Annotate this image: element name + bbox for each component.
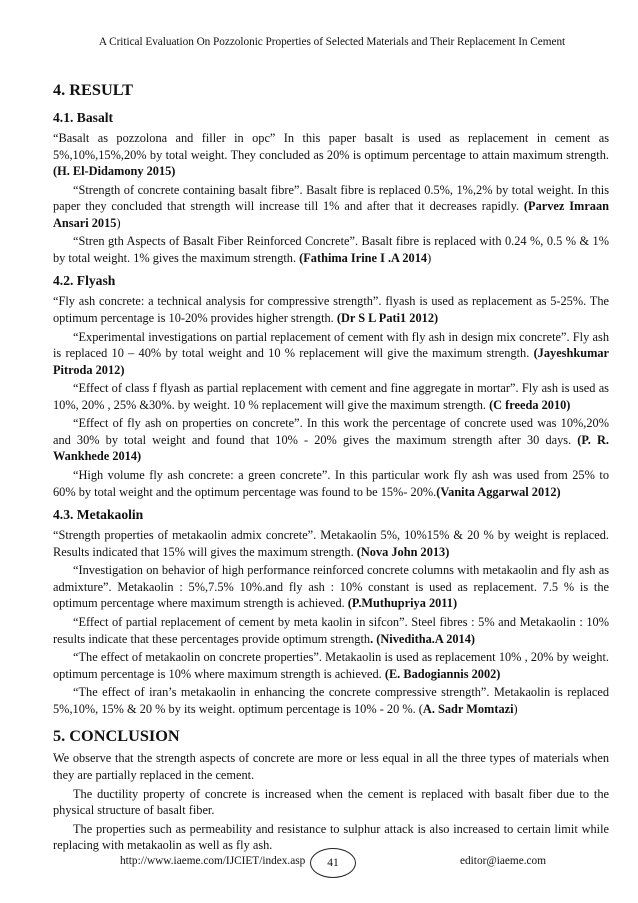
citation: (P. R. Wankhede 2014) [53, 432, 609, 464]
result-heading: 4. RESULT [53, 80, 133, 99]
metakaolin-paragraph-1: “Strength properties of metakaolin admix concrete”. Metakaolin 5%, 10%15% & 20 % by weight is replaced. Results indicated that 15% will gives the maximum strength. (Nova John 2013) [53, 528, 609, 559]
footer-url-link[interactable]: http://www.iaeme.com/IJCIET/index.asp [120, 855, 306, 867]
footer-email-link[interactable]: editor@iaeme.com [460, 855, 546, 867]
citation: A. Sadr Momtazi [422, 701, 514, 716]
flyash-paragraph-5: “High volume fly ash concrete: a green concrete”. In this particular work fly ash was used from 25% to 60% by total weight and the optimum percentage was found to be 15%- 20%.(Vanita Aggarwal 2012) [53, 468, 609, 499]
citation: (Fathima Irine I .A 2014 [299, 250, 428, 265]
page-content [53, 80, 609, 856]
citation: (Vanita Aggarwal 2012) [436, 484, 561, 499]
citation: (P.Muthupriya 2011) [347, 596, 458, 611]
flyash-heading: 4.2. Flyash [53, 273, 116, 289]
metakaolin-paragraph-3: “Effect of partial replacement of cement by meta kaolin in sifcon”. Steel fibres : 5% and Metakaolin : 10% results indicate that these percentages provide optimum strength. (Niveditha.A 2014) [53, 615, 609, 646]
metakaolin-paragraph-2: “Investigation on behavior of high performance reinforced concrete columns with metakaolin and fly ash as admixture”. Metakaolin : 5%,7.5% 10%.and fly ash : 10% constant is used as replacement. 7.5 % is the optimum percentage where maximum strength is achieved. (P.Muthupriya 2011) [53, 563, 609, 611]
citation: (Dr S L Pati1 2012) [336, 310, 439, 325]
page-footer [60, 848, 580, 878]
metakaolin-paragraph-5: “The effect of iran’s metakaolin in enhancing the concrete compressive strength”. Metakaolin is replaced 5%,10%, 15% & 20 % by its weight. optimum percentage is 10% - 20 %. (A. Sadr Momtazi) [53, 685, 609, 716]
basalt-paragraph-3: “Stren gth Aspects of Basalt Fiber Reinforced Concrete”. Basalt fibre is replaced with 0.24 %, 0.5 % & 1% by total weight. 1% gives the maximum strength. (Fathima Irine I .A 2014) [53, 234, 609, 265]
flyash-paragraph-1: “Fly ash concrete: a technical analysis for compressive strength”. flyash is used as replacement as 5-25%. The optimum percentage is 10-20% provides higher strength. (Dr S L Pati1 2012) [53, 294, 609, 325]
citation: (Nova John 2013) [356, 544, 450, 559]
citation: (H. El-Didamony 2015) [53, 164, 176, 178]
running-header: A Critical Evaluation On Pozzolonic Properties of Selected Materials and Their Replacement In Cement [98, 36, 566, 48]
citation: (Jayeshkumar Pitroda 2012) [53, 346, 609, 377]
basalt-paragraph-1: “Basalt as pozzolona and filler in opc” In this paper basalt is used as replacement in cement as 5%,10%,15%,20% by total weight. They concluded as 20% is optimum percentage to attain maximum strength. (H. El-Didamony 2015) [53, 131, 609, 178]
basalt-heading: 4.1. Basalt [53, 110, 114, 125]
flyash-paragraph-2: “Experimental investigations on partial replacement of cement with fly ash in design mix concrete”. Fly ash is replaced 10 – 40% by total weight and 10 % replacement will give the maximum strength. (Jayeshkumar Pitroda 2012) [53, 329, 609, 377]
citation: (E. Badogiannis 2002) [384, 666, 501, 681]
basalt-paragraph-2: “Strength of concrete containing basalt fibre”. Basalt fibre is replaced 0.5%, 1%,2% by total weight. In this paper they concluded that strength will increase till 1% and after that it decreases rapidly. (Parvez Imraan Ansari 2015) [53, 182, 610, 230]
metakaolin-heading: 4.3. Metakaolin [53, 507, 144, 523]
metakaolin-paragraph-4: “The effect of metakaolin on concrete properties”. Metakaolin is used as replacement 10% , 20% by weight. optimum percentage is 10% where maximum strength is achieved. (E. Badogiannis 2002) [53, 650, 609, 681]
conclusion-paragraph-2: The ductility property of concrete is increased when the cement is replaced with basalt fiber due to the physical structure of basalt fiber. [53, 786, 609, 818]
citation: (Parvez Imraan Ansari 2015 [53, 199, 610, 230]
citation: (C freeda 2010) [489, 397, 571, 412]
page-number-badge: 41 [310, 848, 356, 878]
conclusion-heading: 5. CONCLUSION [53, 726, 180, 746]
conclusion-paragraph-3: The properties such as permeability and resistance to sulphur attack is also increased to certain limit while replacing with metakaolin as well as fly ash. [53, 821, 609, 853]
citation: . (Niveditha.A 2014) [370, 631, 475, 646]
flyash-paragraph-4: “Effect of fly ash on properties on concrete”. In this work the percentage of concrete used was 10%,20% and 30% by total weight and found that 10% - 20% gives the maximum strength after 30 days. (P. R. Wankhede 2014) [53, 416, 609, 464]
flyash-paragraph-3: “Effect of class f flyash as partial replacement with cement and fine aggregate in mortar”. Fly ash is used as 10%, 20% , 25% &30%. by weight. 10 % replacement will give the maximum strength. (C freeda 2010) [53, 381, 609, 412]
conclusion-paragraph-1: We observe that the strength aspects of concrete are more or less equal in all the three types of materials when they are partially replaced in the cement. [53, 751, 609, 782]
